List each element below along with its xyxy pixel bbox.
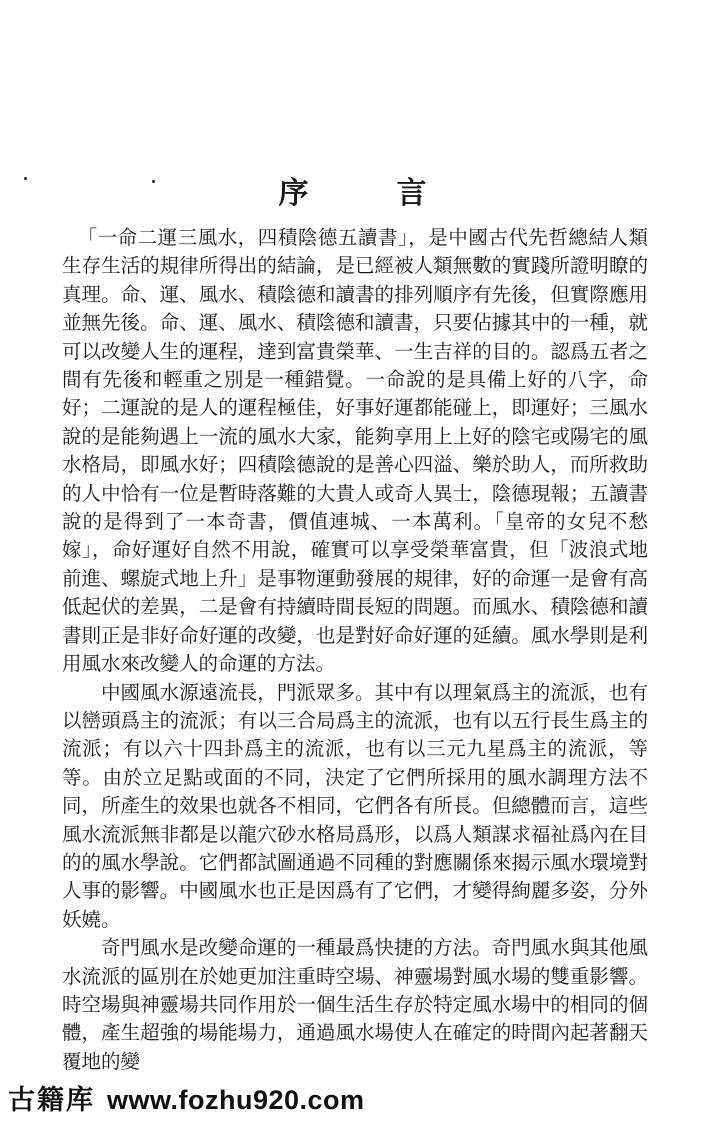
footer-brand: 古籍库 bbox=[8, 1085, 95, 1115]
page-title bbox=[0, 168, 705, 212]
paragraph: 中國風水源遠流長，門派眾多。其中有以理氣爲主的流派，也有以巒頭爲主的流派；有以三合局爲主的流派，也有以五行長生爲主的流派；有以六十四卦爲主的流派，也有以三元九星爲主的流派，等等。由於立足點或面的不同，決定了它們所採用的風水調理方法不同，所產生的效果也就各不相同，它們各有所長。但總體而言，這些風水流派無非都是以龍穴砂水格局爲形，以爲人類謀求福祉爲內在目的的風水學說。它們都試圖通過不同種的對應關係來揭示風水環境對人事的影響。中國風水也正是因爲有了它們，才變得絢麗多姿，分外妖嬈。 bbox=[62, 680, 648, 931]
title-char: 言 bbox=[396, 176, 427, 211]
watermark-footer bbox=[8, 1078, 365, 1117]
paragraph: 奇門風水是改變命運的一種最爲快捷的方法。奇門風水與其他風水流派的區別在於她更加注重時空場、神靈場對風水場的雙重影響。時空場與神靈場共同作用於一個生活生存於特定風水場中的相同的個體，產生超強的場能場力，通過風水場使人在確定的時間內起著翻天覆地的變 bbox=[62, 936, 648, 1073]
footer-url: www.fozhu920.com bbox=[107, 1085, 365, 1115]
title-char: 序 bbox=[278, 176, 309, 211]
preface-body bbox=[62, 224, 648, 1076]
paragraph: 「一命二運三風水，四積陰德五讀書」，是中國古代先哲總結人類生存生活的規律所得出的結論，是已經被人類無數的實踐所證明瞭的真理。命、運、風水、積陰德和讀書的排列順序有先後，但實際應用並無先後。命、運、風水、積陰德和讀書，只要佔據其中的一種，就可以改變人生的運程，達到富貴榮華、一生吉祥的目的。認爲五者之間有先後和輕重之別是一種錯覺。一命說的是具備上好的八字，命好；二運說的是人的運程極佳，好事好運都能碰上，即運好；三風水說的是能夠遇上一流的風水大家，能夠享用上上好的陰宅或陽宅的風水格局，即風水好；四積陰德說的是善心四溢、樂於助人，而所救助的人中恰有一位是暫時落難的大貴人或奇人異士，陰德現報；五讀書說的是得到了一本奇書，價值連城、一本萬利。「皇帝的女兒不愁嫁」，命好運好自然不用說，確實可以享受榮華富貴，但「波浪式地前進、螺旋式地上升」是事物運動發展的規律，好的命運一是會有高低起伏的差異，二是會有持續時間長短的問題。而風水、積陰德和讀書則正是非好命好運的改變，也是對好命好運的延續。風水學則是利用風水來改變人的命運的方法。 bbox=[62, 226, 648, 676]
